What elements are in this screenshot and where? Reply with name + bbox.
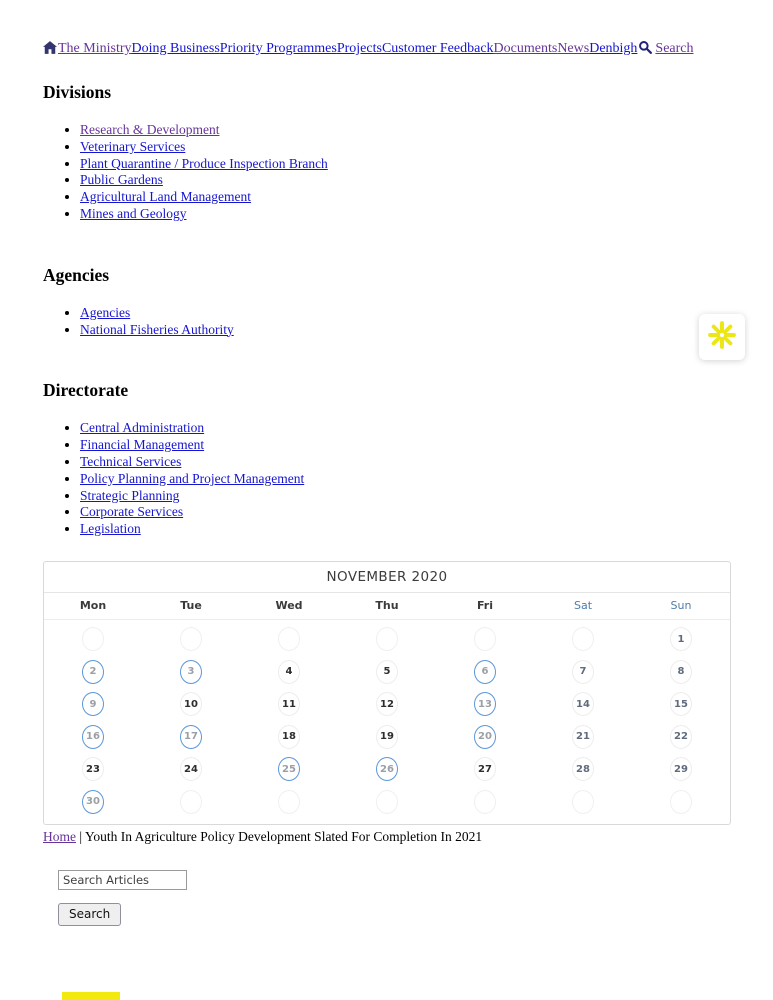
section-link-list (43, 122, 731, 223)
breadcrumb-home-link[interactable]: Home (43, 828, 76, 844)
list-item (80, 322, 731, 339)
calendar-cell (240, 753, 338, 786)
list-item (80, 122, 731, 139)
list-item (80, 437, 731, 454)
calendar-cell (44, 655, 142, 688)
calendar-day-10: 10 (180, 692, 202, 716)
list-item (80, 206, 731, 223)
section-link-national-fisheries-authority[interactable]: National Fisheries Authority (80, 321, 234, 337)
section-link-financial-management[interactable]: Financial Management (80, 437, 205, 453)
calendar-cell (436, 688, 534, 721)
calendar-cell (436, 785, 534, 818)
list-item (80, 471, 731, 488)
calendar-cell (240, 623, 338, 656)
calendar-cell (534, 655, 632, 688)
calendar-event-day-30[interactable]: 30 (82, 790, 104, 814)
nav-search-link[interactable]: Search (655, 41, 694, 56)
search-articles-button[interactable]: Search (58, 903, 121, 926)
calendar-cell (240, 720, 338, 753)
nav-link-documents[interactable]: Documents (493, 41, 558, 56)
calendar-empty-day (572, 790, 594, 814)
calendar-cell (338, 655, 436, 688)
calendar-cell (44, 753, 142, 786)
calendar-empty-day (670, 790, 692, 814)
calendar-day-29: 29 (670, 757, 692, 781)
calendar-cell (632, 720, 730, 753)
weekday-label-fri: Fri (476, 599, 493, 613)
weekday-label-wed: Wed (275, 599, 303, 613)
calendar-day-8: 8 (670, 660, 692, 684)
calendar-event-day-2[interactable]: 2 (82, 660, 104, 684)
calendar-cell (632, 785, 730, 818)
nav-link-doing-business[interactable]: Doing Business (131, 41, 220, 56)
sections-container (43, 82, 731, 538)
nav-link-customer-feedback[interactable]: Customer Feedback (381, 41, 494, 56)
section-link-central-administration[interactable]: Central Administration (80, 420, 205, 436)
calendar-empty-day (572, 627, 594, 651)
section-link-technical-services[interactable]: Technical Services (80, 453, 182, 469)
section-link-strategic-planning[interactable]: Strategic Planning (80, 487, 180, 503)
calendar-cell (534, 785, 632, 818)
calendar-event-day-13[interactable]: 13 (474, 692, 496, 716)
section-link-plant-quarantine-produce-inspection-branch[interactable]: Plant Quarantine / Produce Inspection Branch (80, 155, 328, 171)
calendar-empty-day (376, 790, 398, 814)
section-link-list (43, 305, 731, 339)
list-item (80, 521, 731, 538)
section-link-public-gardens[interactable]: Public Gardens (80, 172, 163, 188)
calendar-empty-day (278, 790, 300, 814)
calendar-empty-day (376, 627, 398, 651)
section-title: Directorate (43, 380, 129, 401)
list-item (80, 139, 731, 156)
calendar-empty-day (180, 627, 202, 651)
calendar-cell (436, 623, 534, 656)
list-item (80, 156, 731, 173)
calendar-event-day-20[interactable]: 20 (474, 725, 496, 749)
weekday-label-thu: Thu (375, 599, 399, 613)
calendar-cell (338, 753, 436, 786)
calendar-cell (338, 623, 436, 656)
calendar-weekday-header (44, 593, 730, 620)
calendar-cell (534, 688, 632, 721)
top-nav (43, 40, 731, 60)
section-agencies (43, 265, 731, 339)
section-link-research-development[interactable]: Research & Development (80, 122, 220, 137)
home-icon[interactable] (43, 41, 57, 60)
calendar-cell (632, 655, 730, 688)
calendar-cell (436, 720, 534, 753)
nav-link-denbigh[interactable]: Denbigh (589, 41, 638, 56)
calendar-event-day-16[interactable]: 16 (82, 725, 104, 749)
calendar-grid (44, 620, 730, 824)
search-icon[interactable] (638, 40, 652, 60)
search-articles-input[interactable] (58, 870, 187, 890)
nav-links (58, 41, 637, 56)
calendar-cell (142, 720, 240, 753)
calendar-cell (534, 720, 632, 753)
calendar-event-day-9[interactable]: 9 (82, 692, 104, 716)
calendar-empty-day (82, 627, 104, 651)
calendar-day-22: 22 (670, 725, 692, 749)
calendar-day-21: 21 (572, 725, 594, 749)
weekday-label-mon: Mon (79, 599, 107, 613)
section-link-mines-and-geology[interactable]: Mines and Geology (80, 205, 187, 221)
calendar-cell (44, 785, 142, 818)
section-directorate (43, 380, 731, 538)
calendar-day-11: 11 (278, 692, 300, 716)
calendar-day-12: 12 (376, 692, 398, 716)
calendar-cell (142, 623, 240, 656)
calendar-day-7: 7 (572, 660, 594, 684)
calendar-cell (44, 688, 142, 721)
calendar-cell (338, 785, 436, 818)
list-item (80, 420, 731, 437)
section-link-agencies[interactable]: Agencies (80, 304, 131, 320)
calendar-event-day-26[interactable]: 26 (376, 757, 398, 781)
calendar-cell (338, 688, 436, 721)
calendar-day-23: 23 (82, 757, 104, 781)
calendar-cell (632, 623, 730, 656)
calendar-cell (240, 655, 338, 688)
calendar-cell (240, 785, 338, 818)
calendar-cell (632, 688, 730, 721)
calendar-empty-day (474, 790, 496, 814)
calendar-empty-day (278, 627, 300, 651)
calendar-event-day-25[interactable]: 25 (278, 757, 300, 781)
calendar-cell (142, 688, 240, 721)
calendar-day-4: 4 (278, 660, 300, 684)
section-link-corporate-services[interactable]: Corporate Services (80, 504, 184, 520)
weekday-label-sat: Sat (573, 599, 593, 613)
calendar-cell (534, 753, 632, 786)
calendar-cell (436, 753, 534, 786)
calendar-day-19: 19 (376, 725, 398, 749)
calendar-event-day-17[interactable]: 17 (180, 725, 202, 749)
section-link-legislation[interactable]: Legislation (80, 521, 141, 537)
nav-link-priority-programmes[interactable]: Priority Programmes (219, 41, 337, 56)
calendar-day-24: 24 (180, 757, 202, 781)
calendar-cell (436, 655, 534, 688)
calendar-cell (534, 623, 632, 656)
calendar-day-18: 18 (278, 725, 300, 749)
calendar-day-27: 27 (474, 757, 496, 781)
calendar-cell (44, 720, 142, 753)
calendar-cell (142, 655, 240, 688)
yellow-asterisk-icon (707, 320, 737, 355)
calendar-cell (338, 720, 436, 753)
section-link-policy-planning-and-project-management[interactable]: Policy Planning and Project Management (80, 470, 305, 486)
calendar-day-5: 5 (376, 660, 398, 684)
breadcrumb-separator: | (79, 828, 83, 844)
list-item (80, 305, 731, 322)
calendar-day-28: 28 (572, 757, 594, 781)
calendar-cell (44, 623, 142, 656)
list-item (80, 189, 731, 206)
section-title: Agencies (43, 264, 110, 285)
calendar-month-title: NOVEMBER 2020 (44, 562, 730, 593)
section-title: Divisions (43, 82, 112, 102)
yellow-bar (62, 992, 120, 1000)
calendar-cell (142, 753, 240, 786)
calendar-cell (632, 753, 730, 786)
weekday-label-tue: Tue (180, 599, 202, 613)
calendar-event-day-3[interactable]: 3 (180, 660, 202, 684)
calendar-empty-day (180, 790, 202, 814)
weekday-label-sun: Sun (670, 599, 692, 613)
calendar-cell (142, 785, 240, 818)
breadcrumb-page-title: Youth In Agriculture Policy Development Slated For Completion In 2021 (84, 828, 483, 844)
list-item (80, 488, 731, 505)
list-item (80, 172, 731, 189)
section-link-list (43, 420, 731, 538)
calendar-day-15: 15 (670, 692, 692, 716)
list-item (80, 454, 731, 471)
article-search-form (58, 869, 731, 926)
section-link-agricultural-land-management[interactable]: Agricultural Land Management (80, 189, 251, 205)
events-calendar (43, 561, 731, 825)
breadcrumb (43, 829, 731, 845)
section-link-veterinary-services[interactable]: Veterinary Services (80, 138, 186, 154)
calendar-empty-day (474, 627, 496, 651)
nav-link-the-ministry[interactable]: The Ministry (58, 41, 132, 56)
calendar-day-14: 14 (572, 692, 594, 716)
floating-accessibility-widget[interactable] (699, 314, 745, 360)
calendar-cell (240, 688, 338, 721)
calendar-event-day-6[interactable]: 6 (474, 660, 496, 684)
nav-link-news[interactable]: News (557, 41, 590, 56)
section-divisions (43, 82, 731, 223)
list-item (80, 504, 731, 521)
nav-link-projects[interactable]: Projects (336, 41, 382, 56)
calendar-day-1: 1 (670, 627, 692, 651)
